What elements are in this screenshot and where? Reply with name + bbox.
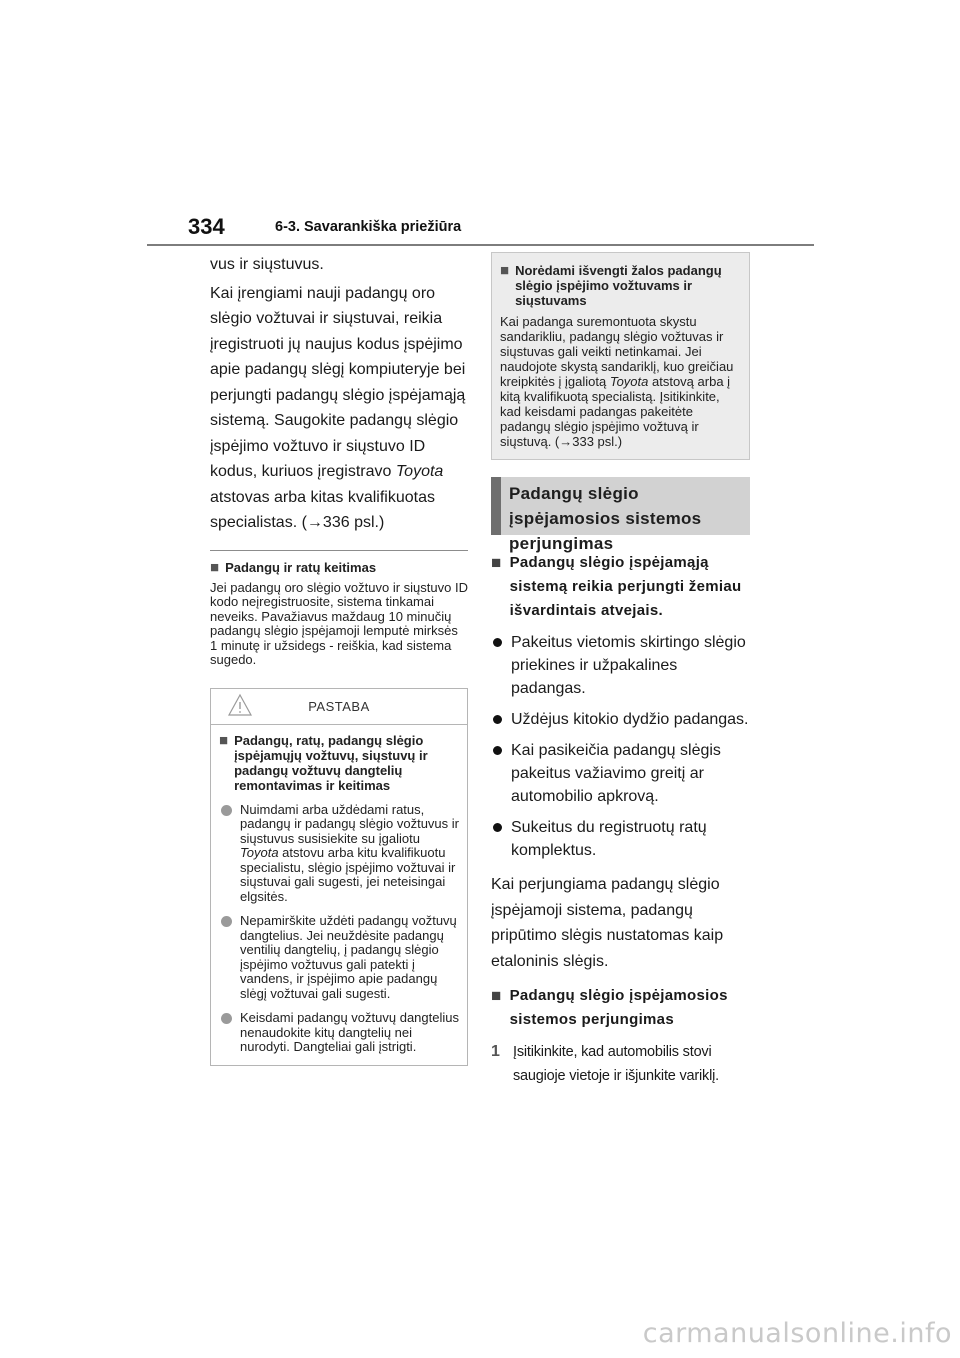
notice-heading (219, 733, 459, 793)
square-bullet-icon: ■ (500, 262, 510, 279)
notice-bullet (219, 803, 459, 905)
notice-bullet (219, 1011, 459, 1055)
notice-title: PASTABA (308, 698, 370, 714)
must-switch-heading-text: Padangų slėgio įspėjamąją sistemą reikia perjungti žemiau išvardintais atvejais. (509, 554, 742, 619)
switching-heading-text: Padangų slėgio įspėjamosios sistemos perjungimas (509, 987, 728, 1028)
section-title: 6-3. Savarankiška priežiūra (275, 219, 462, 235)
notice-bullet (219, 914, 459, 1001)
left-column (210, 252, 468, 1066)
list-item (491, 708, 751, 731)
list-item (491, 739, 751, 808)
square-bullet-icon: ■ (491, 986, 502, 1005)
damage-prevention-heading (500, 263, 741, 308)
damage-prevention-box (491, 252, 750, 460)
list-item-text: Sukeitus du registruotų ratų komplektus. (511, 819, 707, 859)
page-header (0, 0, 960, 250)
brand-name: Toyota (240, 845, 279, 860)
header-divider (147, 244, 814, 246)
tire-change-section (210, 550, 468, 668)
list-item (491, 816, 751, 862)
list-item-text: Uždėjus kitokio dydžio padangas. (511, 711, 749, 728)
list-item (491, 631, 751, 700)
square-bullet-icon: ■ (491, 553, 502, 572)
intro-text (210, 252, 468, 536)
section-heading: Padangų slėgio įspėjamosios sistemos perjungimas (509, 484, 702, 553)
right-column (491, 252, 751, 1088)
step-item (491, 1040, 751, 1088)
must-switch-heading (491, 551, 751, 623)
notice-bullet-text: Nepamirškite uždėti padangų vožtuvų dangtelius. Jei neuždėsite padangų ventilių dangtelių, į padangų slėgio įspėjimo vožtuvus gali patekti į vandens, ir įspėjimo apie padangų slėgį vožtuvai gali sugesti. (240, 913, 457, 1001)
notice-body (211, 725, 467, 1055)
page-number: 334 (188, 214, 225, 239)
paragraph-registration-part1: Kai įrengiami nauji padangų oro slėgio vožtuvai ir siųstuvai, reikia įregistruoti jų naujus kodus įspėjimo apie padangų slėgį kompiuteryje bei perjungti padangų slėgio įspėjamąją sistemą. Saugokite padangų slėgio įspėjimo vožtuvo ir siųstuvo ID kodus, kuriuos įregistravo (210, 284, 466, 480)
bullet-dot-icon (221, 1013, 232, 1024)
paragraph-registration (210, 281, 468, 536)
damage-prevention-text (500, 314, 741, 449)
tire-change-heading (210, 560, 468, 575)
damage-prevention-text-part1: Kai padanga suremontuota skystu sandarikliu, padangų slėgio vožtuvas ir siųstuvas gali veikti netinkamai. Jei naudojote skystą sandariklį, kuo greičiau kreipkitės į įgaliotą (500, 314, 734, 389)
notice-bullet-text (240, 803, 459, 905)
notice-bullet1-part2: atstovu arba kitu kvalifikuotu specialistu, slėgio įspėjimo vožtuvai ir siųstuvai gali sugesti, jei neteisingai elgsitės. (240, 845, 456, 904)
bullet-dot-icon (493, 715, 502, 724)
heading-accent-bar (491, 477, 501, 535)
reference-pressure-paragraph: Kai perjungiama padangų slėgio įspėjamoji sistema, padangų pripūtimo slėgis nustatomas kaip etaloninis slėgis. (491, 876, 724, 970)
step-text: Įsitikinkite, kad automobilis stovi saugioje vietoje ir išjunkite variklį. (513, 1044, 719, 1084)
tire-change-text: Jei padangų oro slėgio vožtuvo ir siųstuvo ID kodo neįregistruosite, sistema tinkamai neveiks. Pavažiavus maždaug 10 minučių padangų slėgio įspėjamoji lemputė mirksės 1 minutę ir užsidegs - reiškia, kad sistema sugedo. (210, 579, 468, 667)
bullet-dot-icon (221, 805, 232, 816)
brand-name: Toyota (395, 463, 444, 480)
damage-prevention-text-part2: atstovą arba į kitą kvalifikuotą specialistą. Įsitikinkite, kad keisdami padangas pakeitėte padangų slėgio įspėjimo vožtuvą ir siųstuvą. (→333 psl.) (500, 374, 731, 449)
section-heading-block (491, 477, 750, 553)
bullet-dot-icon (493, 746, 502, 755)
notice-box (210, 688, 468, 1066)
paragraph-registration-part2: atstovas arba kitas kvalifikuotas specialistas. (→336 psl.) (210, 488, 435, 531)
watermark: carmanualsonline.info (642, 1318, 952, 1349)
bullet-dot-icon (493, 638, 502, 647)
bullet-dot-icon (221, 916, 232, 927)
brand-name: Toyota (609, 374, 649, 389)
switching-heading (491, 984, 751, 1032)
paragraph-continuation: vus ir siųstuvus. (210, 256, 324, 273)
list-item-text: Pakeitus vietomis skirtingo slėgio priekines ir užpakalines padangas. (511, 634, 746, 697)
step-number: 1 (491, 1043, 500, 1060)
damage-prevention-heading-text: Norėdami išvengti žalos padangų slėgio įspėjimo vožtuvams ir siųstuvams (515, 263, 722, 308)
notice-bullet1-part1: Nuimdami arba uždėdami ratus, padangų ir padangų slėgio vožtuvus ir siųstuvus susisiekite su įgaliotu (240, 801, 459, 846)
square-bullet-icon: ■ (219, 731, 229, 749)
notice-header (211, 689, 467, 725)
notice-heading-text: Padangų, ratų, padangų slėgio įspėjamųjų vožtuvų, siųstuvų ir padangų vožtuvų dangtelių remontavimas ir keitimas (234, 732, 428, 793)
tire-change-heading-text: Padangų ir ratų keitimas (225, 559, 377, 575)
warning-triangle-icon (227, 693, 253, 717)
list-item-text: Kai pasikeičia padangų slėgis pakeitus važiavimo greitį ar automobilio apkrovą. (511, 742, 721, 805)
square-bullet-icon: ■ (210, 558, 220, 576)
notice-bullet-text: Keisdami padangų vožtuvų dangtelius nenaudokite kitų dangtelių nei nurodyti. Dangteliai gali įstrigti. (240, 1010, 459, 1054)
bullet-dot-icon (493, 823, 502, 832)
